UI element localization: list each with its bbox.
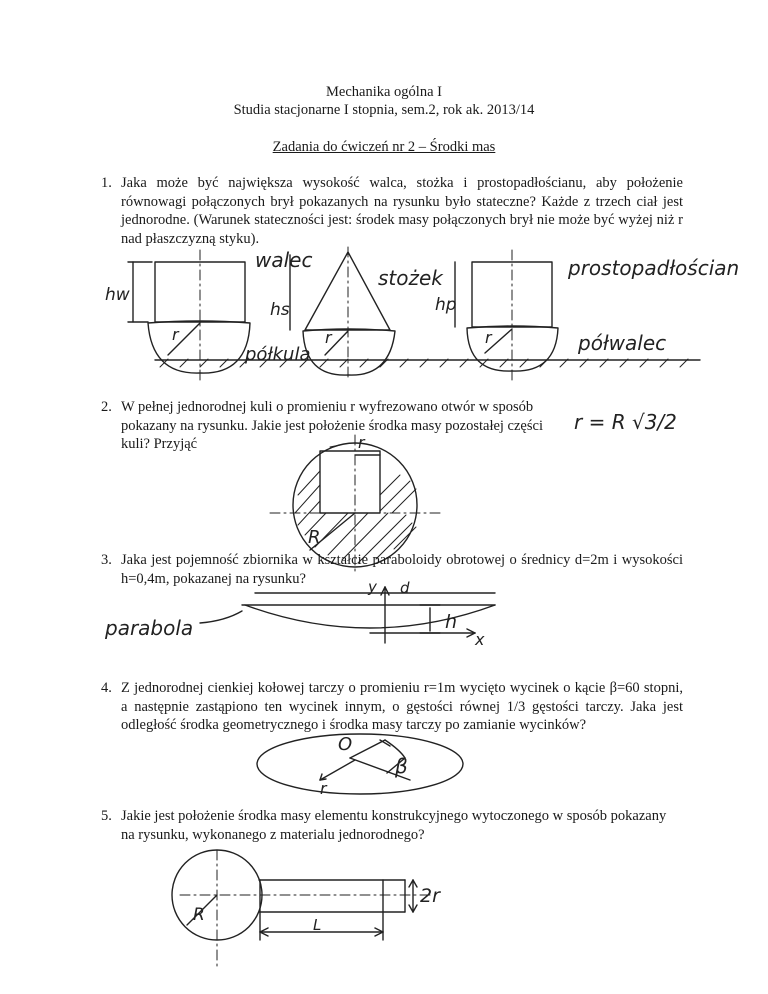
task-4 <box>101 679 683 735</box>
task-5 <box>101 807 683 844</box>
figure-5-turned-element <box>165 850 455 970</box>
task-number: 4. <box>101 680 112 696</box>
label-polkula: półkula <box>245 344 311 365</box>
label-d: d <box>400 579 410 597</box>
label-prostopadloscian: prostopadłościan <box>568 256 740 280</box>
label-r: r <box>172 325 179 344</box>
label-2r: 2r <box>420 885 440 907</box>
task-text: Jaka jest pojemność zbiornika w kształcie paraboloidy obrotowej o średnicy d=2m i wysokości h=0,4m, pokazanej na rysunku? <box>121 552 683 587</box>
label-r: r <box>320 779 327 798</box>
task-text: W pełnej jednorodnej kuli o promieniu r wyfrezowano otwór w sposób pokazany na rysunku. Jakie jest położenie środka masy pozostałej części kuli? Przyjąć <box>121 399 543 452</box>
task-number: 1. <box>101 175 112 191</box>
label-beta: β <box>395 754 408 778</box>
label-walec: walec <box>255 248 313 272</box>
figure-1-solids <box>100 245 740 385</box>
task-text: Z jednorodnej cienkiej kołowej tarczy o promieniu r=1m wycięto wycinek o kącie β=60 stopni, a następnie zastąpiono ten wycinek innym, o gęstości równej 1/3 gęstości tarczy. Jaka jest odległość środka geometrycznego i środka masy tarczy po zamianie wycinków? <box>121 680 683 733</box>
figure-4-disk-sector <box>255 728 465 798</box>
label-x: x <box>475 630 485 649</box>
formula-r-equals: r = R √3/2 <box>574 410 677 434</box>
label-O: O <box>338 734 353 755</box>
course-details: Studia stacjonarne I stopnia, sem.2, rok ak. 2013/14 <box>233 102 535 118</box>
label-hw: hw <box>105 285 130 305</box>
task-number: 3. <box>101 552 112 568</box>
label-R: R <box>193 905 205 925</box>
label-parabola: parabola <box>105 616 194 640</box>
label-polwalec: półwalec <box>578 331 667 355</box>
label-R: R <box>308 527 321 548</box>
assignment-title: Zadania do ćwiczeń nr 2 – Środki mas <box>272 139 496 155</box>
label-r: r <box>358 433 365 452</box>
label-stozek: stożek <box>378 266 443 290</box>
document-header <box>0 83 768 119</box>
label-h: h <box>445 611 458 633</box>
course-title: Mechanika ogólna I <box>326 84 442 100</box>
label-r-cone: r <box>325 328 332 347</box>
label-y: y <box>368 578 377 596</box>
task-number: 2. <box>101 399 112 415</box>
label-r-prism: r <box>485 328 492 347</box>
task-1 <box>101 174 683 248</box>
task-text: Jakie jest położenie środka masy elementu konstrukcyjnego wytoczonego w sposób pokazany na rysunku, wykonanego z materialu jednorodnego? <box>121 808 667 843</box>
label-hp: hp <box>435 295 457 315</box>
label-L: L <box>313 916 322 934</box>
task-number: 5. <box>101 808 112 824</box>
task-text: Jaka może być największa wysokość walca, stożka i prostopadłościanu, aby położenie równowagi połączonych brył pokazanych na rysunku było stateczne? Każde z trzech ciał jest jednorodne. (Warunek stateczności jest: środek masy połączonych brył nie może być wyżej niż r nad płaszczyzną styku). <box>121 175 683 247</box>
figure-3-paraboloid <box>105 578 490 653</box>
label-hs: hs <box>270 300 290 320</box>
